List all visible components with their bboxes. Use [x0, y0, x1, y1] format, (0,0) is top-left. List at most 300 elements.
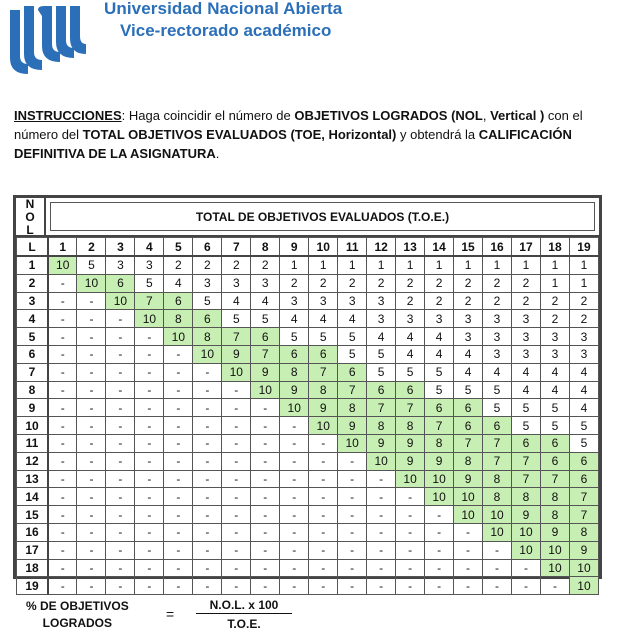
grade-cell: - [338, 577, 367, 595]
grade-cell: 7 [222, 328, 251, 346]
grade-cell: - [106, 434, 135, 452]
grade-cell: - [135, 577, 164, 595]
grade-cell: 7 [396, 399, 425, 417]
grade-cell: 6 [396, 381, 425, 399]
grade-cell: 3 [540, 345, 569, 363]
grade-cell: 2 [540, 310, 569, 328]
grade-cell: 6 [106, 274, 135, 292]
grade-cell: 2 [396, 274, 425, 292]
grade-cell: 9 [280, 381, 309, 399]
grade-cell: - [135, 470, 164, 488]
grade-cell: 10 [77, 274, 106, 292]
grade-cell: 4 [251, 292, 280, 310]
grade-cell: - [193, 434, 222, 452]
grade-cell: 2 [164, 256, 193, 274]
grade-cell: - [222, 577, 251, 595]
grade-cell: 5 [425, 363, 454, 381]
grade-cell: - [135, 399, 164, 417]
grade-cell: - [48, 470, 77, 488]
grade-cell: - [251, 470, 280, 488]
grade-cell: 10 [164, 328, 193, 346]
grade-cell: 3 [483, 345, 512, 363]
grade-cell: - [106, 399, 135, 417]
grade-cell: 2 [425, 292, 454, 310]
una-logo [8, 4, 88, 76]
grade-cell: 4 [569, 363, 598, 381]
grade-cell: 6 [425, 399, 454, 417]
column-header: 7 [222, 238, 251, 257]
grade-cell: - [135, 328, 164, 346]
grade-cell: - [106, 381, 135, 399]
grade-cell: 4 [396, 328, 425, 346]
grade-cell: 8 [425, 434, 454, 452]
grade-cell: - [309, 559, 338, 577]
grade-cell: 2 [454, 292, 483, 310]
grade-cell: 2 [540, 292, 569, 310]
grade-cell: - [106, 523, 135, 541]
grade-cell: 6 [569, 470, 598, 488]
grade-cell: - [222, 541, 251, 559]
grade-cell: 2 [309, 274, 338, 292]
table-row [17, 417, 599, 435]
grade-cell: 10 [396, 470, 425, 488]
grade-cell: 7 [569, 488, 598, 506]
row-header: 9 [17, 399, 49, 417]
row-header: 15 [17, 506, 49, 524]
grade-cell: - [106, 488, 135, 506]
grade-cell: - [193, 541, 222, 559]
grade-cell: 2 [569, 292, 598, 310]
row-header: 10 [17, 417, 49, 435]
table-row [17, 541, 599, 559]
grade-cell: - [193, 523, 222, 541]
grade-cell: - [222, 452, 251, 470]
grade-cell: - [338, 523, 367, 541]
grade-cell: - [338, 452, 367, 470]
grade-cell: 3 [454, 328, 483, 346]
column-header: 8 [251, 238, 280, 257]
grade-cell: - [396, 523, 425, 541]
grade-cell: - [48, 363, 77, 381]
nol-header [16, 198, 46, 237]
grade-cell: 4 [540, 363, 569, 381]
row-header: 6 [17, 345, 49, 363]
grade-cell: 10 [135, 310, 164, 328]
grade-cell: 3 [251, 274, 280, 292]
row-header: 1 [17, 256, 49, 274]
row-header: 12 [17, 452, 49, 470]
grade-cell: 5 [135, 274, 164, 292]
grade-cell: 2 [512, 274, 541, 292]
grade-cell: - [135, 345, 164, 363]
grade-cell: 3 [425, 310, 454, 328]
grade-cell: 10 [48, 256, 77, 274]
grade-cell: - [251, 434, 280, 452]
grade-cell: 5 [483, 381, 512, 399]
grade-cell: - [309, 488, 338, 506]
grade-cell: - [512, 577, 541, 595]
table-row [17, 523, 599, 541]
grade-cell: 9 [338, 417, 367, 435]
grade-cell: - [164, 363, 193, 381]
grade-cell: 10 [338, 434, 367, 452]
grade-cell: - [193, 399, 222, 417]
grade-cell: - [77, 577, 106, 595]
grade-cell: 10 [367, 452, 396, 470]
formula-label-line: % DE OBJETIVOS [26, 599, 129, 613]
grade-cell: 1 [396, 256, 425, 274]
grade-cell: - [540, 577, 569, 595]
grade-cell: - [48, 506, 77, 524]
grade-cell: - [425, 541, 454, 559]
grade-cell: - [135, 363, 164, 381]
grade-cell: - [164, 559, 193, 577]
grade-cell: 4 [338, 310, 367, 328]
grade-cell: 8 [540, 488, 569, 506]
column-header: 14 [425, 238, 454, 257]
grade-cell: - [425, 559, 454, 577]
grade-cell: - [251, 488, 280, 506]
column-header: 9 [280, 238, 309, 257]
grade-cell: - [396, 577, 425, 595]
grade-cell: 5 [540, 417, 569, 435]
grade-cell: - [222, 470, 251, 488]
grade-cell: - [106, 345, 135, 363]
grade-cell: - [193, 470, 222, 488]
row-header: 14 [17, 488, 49, 506]
grade-cell: 4 [396, 345, 425, 363]
grade-cell: - [48, 434, 77, 452]
grade-cell: 9 [396, 434, 425, 452]
formula-equals: = [166, 606, 175, 622]
grade-cell: 10 [309, 417, 338, 435]
table-row [17, 328, 599, 346]
grade-cell: 8 [483, 470, 512, 488]
grade-cell: 6 [193, 310, 222, 328]
table-row [17, 399, 599, 417]
grade-cell: 7 [338, 381, 367, 399]
grade-cell: - [77, 559, 106, 577]
row-header: 8 [17, 381, 49, 399]
grade-cell: - [222, 488, 251, 506]
grade-cell: 8 [396, 417, 425, 435]
grade-cell: - [193, 559, 222, 577]
grade-cell: - [48, 292, 77, 310]
grade-cell: 1 [367, 256, 396, 274]
grade-cell: 10 [540, 559, 569, 577]
grade-cell: 5 [425, 381, 454, 399]
grade-cell: 2 [338, 274, 367, 292]
grade-cell: - [135, 541, 164, 559]
grade-cell: 5 [77, 256, 106, 274]
row-header: 11 [17, 434, 49, 452]
grade-cell: - [48, 345, 77, 363]
grade-cell: - [106, 470, 135, 488]
table-row [17, 310, 599, 328]
grade-cell: 1 [454, 256, 483, 274]
grade-cell: 3 [396, 310, 425, 328]
university-name: Universidad Nacional Abierta [104, 0, 343, 18]
grade-cell: - [367, 488, 396, 506]
grade-cell: - [425, 506, 454, 524]
grade-cell: 9 [309, 399, 338, 417]
grade-cell: 3 [512, 328, 541, 346]
grade-cell: 3 [338, 292, 367, 310]
grade-cell: 9 [396, 452, 425, 470]
grade-cell: - [77, 488, 106, 506]
grade-cell: - [164, 452, 193, 470]
column-header: 6 [193, 238, 222, 257]
grade-cell: 7 [367, 399, 396, 417]
grade-cell: - [77, 452, 106, 470]
grade-cell: - [222, 417, 251, 435]
grade-cell: 2 [251, 256, 280, 274]
grade-cell: - [280, 488, 309, 506]
grade-cell: 2 [193, 256, 222, 274]
table-row [17, 292, 599, 310]
grade-cell: 1 [540, 274, 569, 292]
grade-cell: 3 [454, 310, 483, 328]
grade-cell: - [454, 541, 483, 559]
grade-cell: - [193, 488, 222, 506]
grade-cell: 2 [483, 274, 512, 292]
grade-cell: 7 [309, 363, 338, 381]
grade-cell: - [193, 506, 222, 524]
grade-cell: 2 [280, 274, 309, 292]
grade-cell: - [106, 417, 135, 435]
grade-cell: 3 [280, 292, 309, 310]
office-name: Vice-rectorado académico [120, 21, 332, 40]
grade-cell: 10 [569, 559, 598, 577]
grade-cell: - [77, 434, 106, 452]
grade-cell: 1 [309, 256, 338, 274]
grade-cell: 9 [512, 506, 541, 524]
grade-cell: - [48, 559, 77, 577]
grade-cell: 6 [483, 417, 512, 435]
grade-cell: 7 [454, 434, 483, 452]
grade-cell: - [48, 541, 77, 559]
grade-cell: - [106, 577, 135, 595]
grade-cell: - [367, 470, 396, 488]
grade-cell: 5 [512, 399, 541, 417]
grade-cell: - [454, 523, 483, 541]
grade-cell: 10 [106, 292, 135, 310]
grade-cell: 3 [483, 310, 512, 328]
grade-cell: - [193, 417, 222, 435]
instr-part: con el número del [14, 108, 583, 142]
grade-cell: - [164, 541, 193, 559]
grade-cell: - [396, 541, 425, 559]
grade-cell: 2 [454, 274, 483, 292]
column-header: 11 [338, 238, 367, 257]
grade-cell: 6 [512, 434, 541, 452]
grade-cell: - [222, 434, 251, 452]
grade-cell: 6 [569, 452, 598, 470]
grade-cell: - [367, 523, 396, 541]
row-header: 5 [17, 328, 49, 346]
grade-cell: 2 [569, 310, 598, 328]
grade-cell: - [164, 399, 193, 417]
grade-cell: - [338, 488, 367, 506]
grade-cell: 7 [135, 292, 164, 310]
grade-cell: 9 [251, 363, 280, 381]
grade-cell: 5 [569, 417, 598, 435]
grade-cell: - [164, 523, 193, 541]
column-header: 16 [483, 238, 512, 257]
grade-cell: 10 [222, 363, 251, 381]
grade-cell: 5 [454, 381, 483, 399]
grade-cell: - [164, 434, 193, 452]
grade-cell: - [193, 381, 222, 399]
column-header: 18 [540, 238, 569, 257]
grade-cell: 5 [512, 417, 541, 435]
grade-cell: - [222, 381, 251, 399]
grade-cell: 3 [106, 256, 135, 274]
grade-cell: 3 [483, 328, 512, 346]
grade-cell: - [309, 470, 338, 488]
grade-cell: - [309, 541, 338, 559]
row-header: 19 [17, 577, 49, 595]
column-header: 2 [77, 238, 106, 257]
grade-cell: 5 [483, 399, 512, 417]
grade-cell: 8 [540, 506, 569, 524]
grade-cell: 4 [367, 328, 396, 346]
grade-cell: 5 [396, 363, 425, 381]
grade-cell: 4 [569, 381, 598, 399]
grade-cell: - [280, 577, 309, 595]
column-header: 12 [367, 238, 396, 257]
grade-cell: - [77, 345, 106, 363]
grade-cell: - [280, 434, 309, 452]
column-header: 1 [48, 238, 77, 257]
grade-cell: - [454, 559, 483, 577]
toe-header [46, 198, 599, 237]
grade-cell: - [77, 541, 106, 559]
grading-table [13, 195, 602, 593]
grade-cell: - [48, 523, 77, 541]
grade-cell: - [367, 541, 396, 559]
grade-cell: - [396, 559, 425, 577]
grade-cell: - [280, 559, 309, 577]
grade-cell: 5 [280, 328, 309, 346]
grade-cell: - [367, 577, 396, 595]
grade-cell: 7 [483, 452, 512, 470]
grade-cell: 1 [483, 256, 512, 274]
nol-letter: N [25, 197, 35, 211]
grade-cell: 2 [425, 274, 454, 292]
grade-cell: 7 [483, 434, 512, 452]
instructions-text [14, 106, 610, 163]
grade-cell: - [425, 577, 454, 595]
grade-cell: - [48, 399, 77, 417]
grade-cell: 3 [569, 345, 598, 363]
grade-cell: 10 [540, 541, 569, 559]
grade-cell: 5 [569, 434, 598, 452]
nol-letter: O [25, 210, 35, 224]
grade-cell: - [106, 541, 135, 559]
grade-cell: 9 [540, 523, 569, 541]
column-header: 4 [135, 238, 164, 257]
grade-cell: 3 [367, 310, 396, 328]
grade-cell: 7 [251, 345, 280, 363]
grade-cell: 10 [483, 523, 512, 541]
grade-cell: 8 [512, 488, 541, 506]
grade-cell: 10 [193, 345, 222, 363]
grade-cell: 1 [280, 256, 309, 274]
table-row [17, 506, 599, 524]
grade-cell: - [77, 470, 106, 488]
grade-cell: - [512, 559, 541, 577]
grade-cell: 5 [338, 328, 367, 346]
grade-cell: - [251, 506, 280, 524]
table-row [17, 381, 599, 399]
grade-cell: - [135, 381, 164, 399]
table-row [17, 488, 599, 506]
grade-cell: 4 [569, 399, 598, 417]
grade-cell: 5 [251, 310, 280, 328]
column-header: 19 [569, 238, 598, 257]
grade-cell: - [309, 434, 338, 452]
column-header: 13 [396, 238, 425, 257]
grade-cell: 1 [512, 256, 541, 274]
instructions-label: INSTRUCCIONES [14, 108, 122, 123]
grade-cell: 6 [309, 345, 338, 363]
grade-cell: - [193, 452, 222, 470]
row-header: 18 [17, 559, 49, 577]
grade-cell: - [280, 452, 309, 470]
grade-cell: 6 [540, 434, 569, 452]
grade-cell: 6 [367, 381, 396, 399]
grade-cell: - [77, 292, 106, 310]
grade-cell: - [48, 488, 77, 506]
grade-cell: - [77, 506, 106, 524]
grade-cell: 2 [222, 256, 251, 274]
grade-cell: - [280, 541, 309, 559]
grade-cell: 5 [367, 345, 396, 363]
grade-cell: 1 [425, 256, 454, 274]
column-header: 3 [106, 238, 135, 257]
instr-part: y obtendrá la [396, 127, 479, 142]
grade-cell: - [48, 577, 77, 595]
formula-numerator: N.O.L. x 100 [196, 598, 292, 614]
grade-cell: - [77, 381, 106, 399]
grade-cell: 6 [454, 417, 483, 435]
grade-cell: - [309, 452, 338, 470]
grade-cell: - [338, 541, 367, 559]
grade-cell: - [338, 470, 367, 488]
grade-cell: 2 [512, 292, 541, 310]
table-row [17, 452, 599, 470]
grade-cell: - [280, 470, 309, 488]
grade-cell: 3 [309, 292, 338, 310]
grade-cell: - [396, 506, 425, 524]
grade-cell: 8 [454, 452, 483, 470]
grade-cell: 4 [512, 363, 541, 381]
formula-denominator: T.O.E. [227, 617, 261, 631]
grade-cell: 2 [483, 292, 512, 310]
grade-cell: - [164, 381, 193, 399]
grade-cell: - [483, 559, 512, 577]
grade-cell: - [77, 523, 106, 541]
grade-cell: - [164, 345, 193, 363]
grade-cell: 10 [512, 523, 541, 541]
grade-cell: 5 [309, 328, 338, 346]
grade-cell: 1 [338, 256, 367, 274]
grade-cell: 10 [425, 488, 454, 506]
grade-cell: 4 [454, 363, 483, 381]
grade-cell: - [106, 559, 135, 577]
grade-cell: 8 [193, 328, 222, 346]
